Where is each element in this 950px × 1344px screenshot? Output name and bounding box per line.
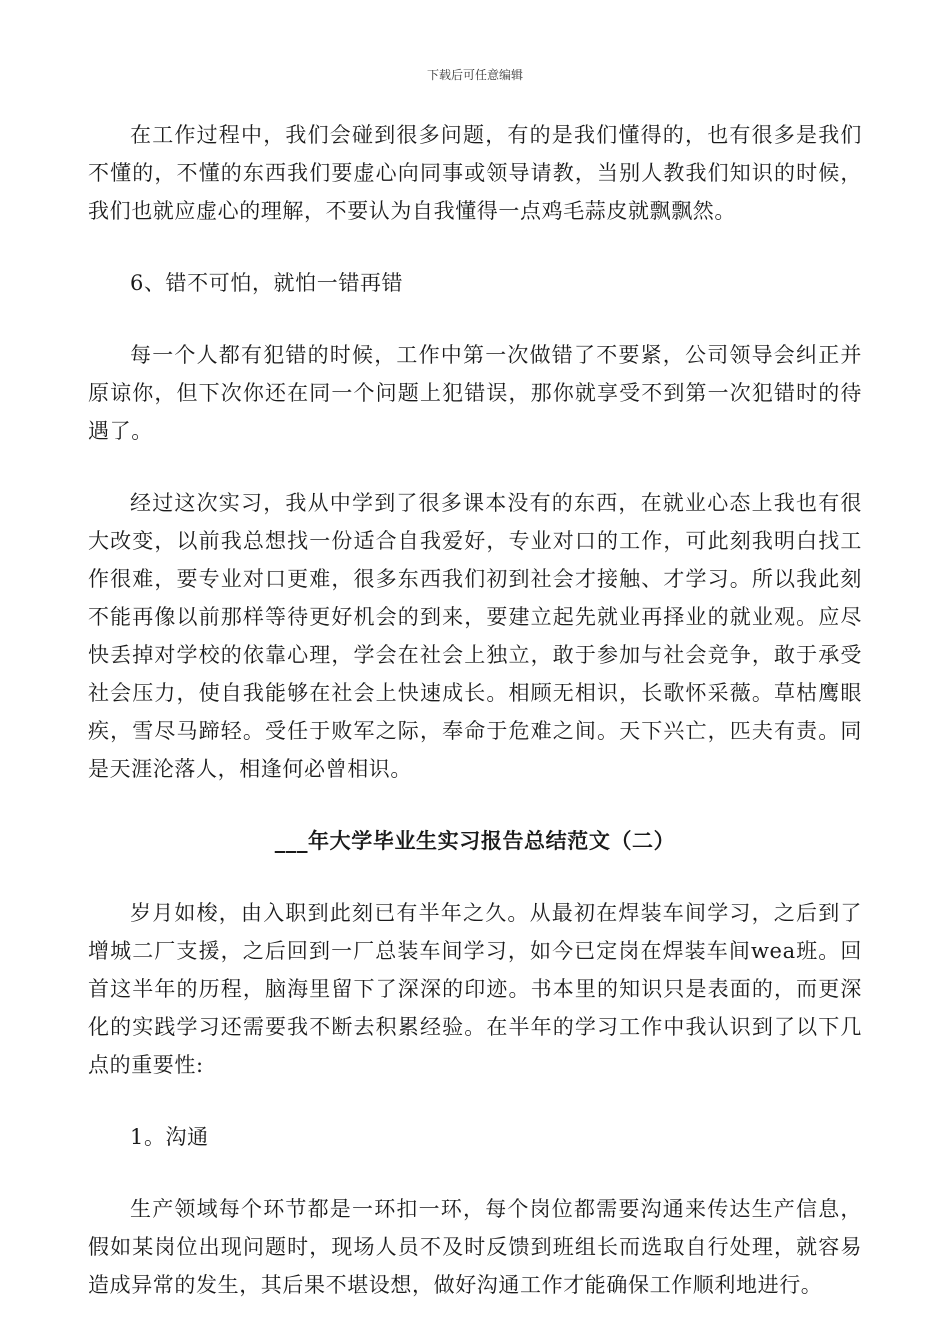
- header-note: 下载后可任意编辑: [426, 68, 523, 82]
- section-title-part-two: ___年大学毕业生实习报告总结范文（二）: [274, 828, 676, 853]
- document-body: [88, 116, 862, 1304]
- section-heading-6: 6、错不可怕，就怕一错再错: [130, 271, 404, 295]
- section-heading-1: 1。沟通: [130, 1125, 209, 1149]
- paragraph-work-process: 在工作过程中，我们会碰到很多问题，有的是我们懂得的，也有很多是我们不懂的，不懂的东西我们要虚心向同事或领导请教，当别人教我们知识的时候，我们也就应虚心的理解，不要认为自我懂得一点鸡毛蒜皮就飘飘然。: [88, 123, 862, 223]
- paragraph-communication: 生产领域每个环节都是一环扣一环，每个岗位都需要沟通来传达生产信息，假如某岗位出现问题时，现场人员不及时反馈到班组长而选取自行处理，就容易造成异常的发生，其后果不堪设想，做好沟通工作才能确保工作顺利地进行。: [88, 1197, 862, 1297]
- paragraph-half-year: 岁月如梭，由入职到此刻已有半年之久。从最初在焊装车间学习，之后到了增城二厂支援，之后回到一厂总装车间学习，如今已定岗在焊装车间wea班。回首这半年的历程，脑海里留下了深深的印迹。书本里的知识只是表面的，而更深化的实践学习还需要我不断去积累经验。在半年的学习工作中我认识到了以下几点的重要性:: [88, 901, 862, 1077]
- paragraph-internship-summary: 经过这次实习，我从中学到了很多课本没有的东西，在就业心态上我也有很大改变，以前我总想找一份适合自我爱好，专业对口的工作，可此刻我明白找工作很难，要专业对口更难，很多东西我们初到社会才接触、才学习。所以我此刻不能再像以前那样等待更好机会的到来，要建立起先就业再择业的就业观。应尽快丢掉对学校的依靠心理，学会在社会上独立，敢于参加与社会竞争，敢于承受社会压力，使自我能够在社会上快速成长。相顾无相识，长歌怀采薇。草枯鹰眼疾，雪尽马蹄轻。受任于败军之际，奉命于危难之间。天下兴亡，匹夫有责。同是天涯沦落人，相逢何必曾相识。: [88, 491, 862, 781]
- paragraph-mistakes: 每一个人都有犯错的时候，工作中第一次做错了不要紧，公司领导会纠正并原谅你，但下次你还在同一个问题上犯错误，那你就享受不到第一次犯错时的待遇了。: [88, 343, 862, 443]
